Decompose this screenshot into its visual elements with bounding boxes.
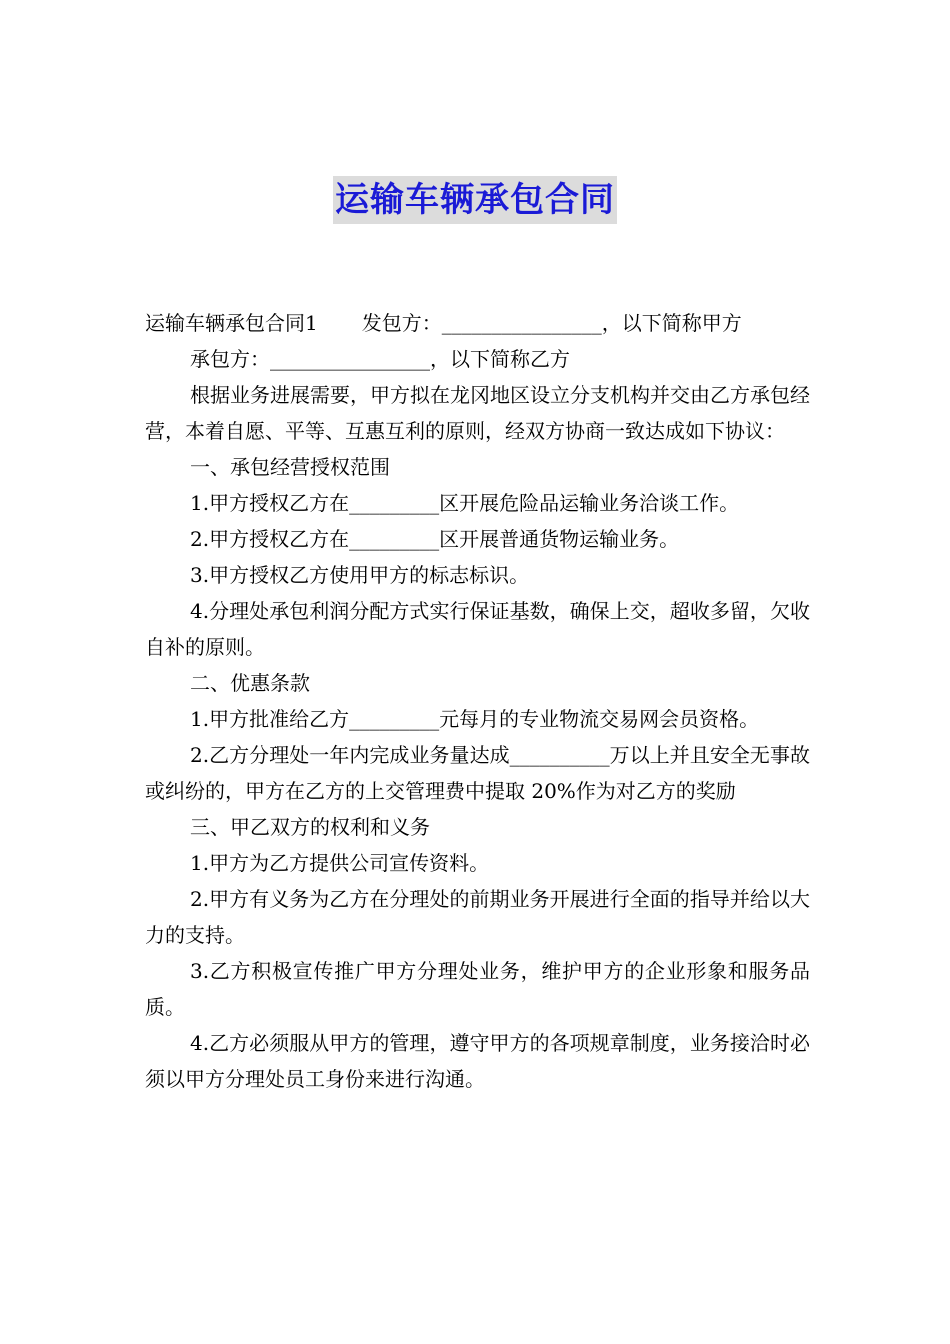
paragraph-contractor: 承包方：________________，以下简称乙方	[190, 347, 570, 371]
clause-3-4: 4.乙方必须服从甲方的管理，遵守甲方的各项规章制度，业务接洽时必须以甲方分理处员工身份来进行沟通。	[145, 1031, 810, 1091]
clause-2-1: 1.甲方批准给乙方_________元每月的专业物流交易网会员资格。	[190, 707, 760, 731]
clause-1-2: 2.甲方授权乙方在_________区开展普通货物运输业务。	[190, 527, 680, 551]
section-heading-3: 三、甲乙双方的权利和义务	[190, 815, 430, 839]
clause-3-1: 1.甲方为乙方提供公司宣传资料。	[190, 851, 490, 875]
intro-text: 发包方：________________，以下简称甲方	[361, 311, 742, 335]
paragraph-preamble: 根据业务进展需要，甲方拟在龙冈地区设立分支机构并交由乙方承包经营，本着自愿、平等、互惠互利的原则，经双方协商一致达成如下协议：	[145, 383, 810, 443]
clause-3-2: 2.甲方有义务为乙方在分理处的前期业务开展进行全面的指导并给以大力的支持。	[145, 887, 810, 947]
clause-3-3: 3.乙方积极宣传推广甲方分理处业务，维护甲方的企业形象和服务品质。	[145, 959, 810, 1019]
clause-1-4: 4.分理处承包利润分配方式实行保证基数，确保上交，超收多留，欠收自补的原则。	[145, 599, 810, 659]
document-title: 运输车辆承包合同	[333, 176, 617, 224]
section-heading-2: 二、优惠条款	[190, 671, 310, 695]
clause-1-3: 3.甲方授权乙方使用甲方的标志标识。	[190, 563, 530, 587]
section-heading-1: 一、承包经营授权范围	[190, 455, 390, 479]
clause-2-2: 2.乙方分理处一年内完成业务量达成__________万以上并且安全无事故或纠纷的，甲方在乙方的上交管理费中提取 20%作为对乙方的奖励	[145, 743, 810, 803]
document-body	[145, 305, 810, 1097]
title-container	[0, 176, 950, 224]
intro-label: 运输车辆承包合同1	[145, 311, 318, 335]
clause-1-1: 1.甲方授权乙方在_________区开展危险品运输业务洽谈工作。	[190, 491, 740, 515]
intro-paragraph	[145, 305, 810, 341]
